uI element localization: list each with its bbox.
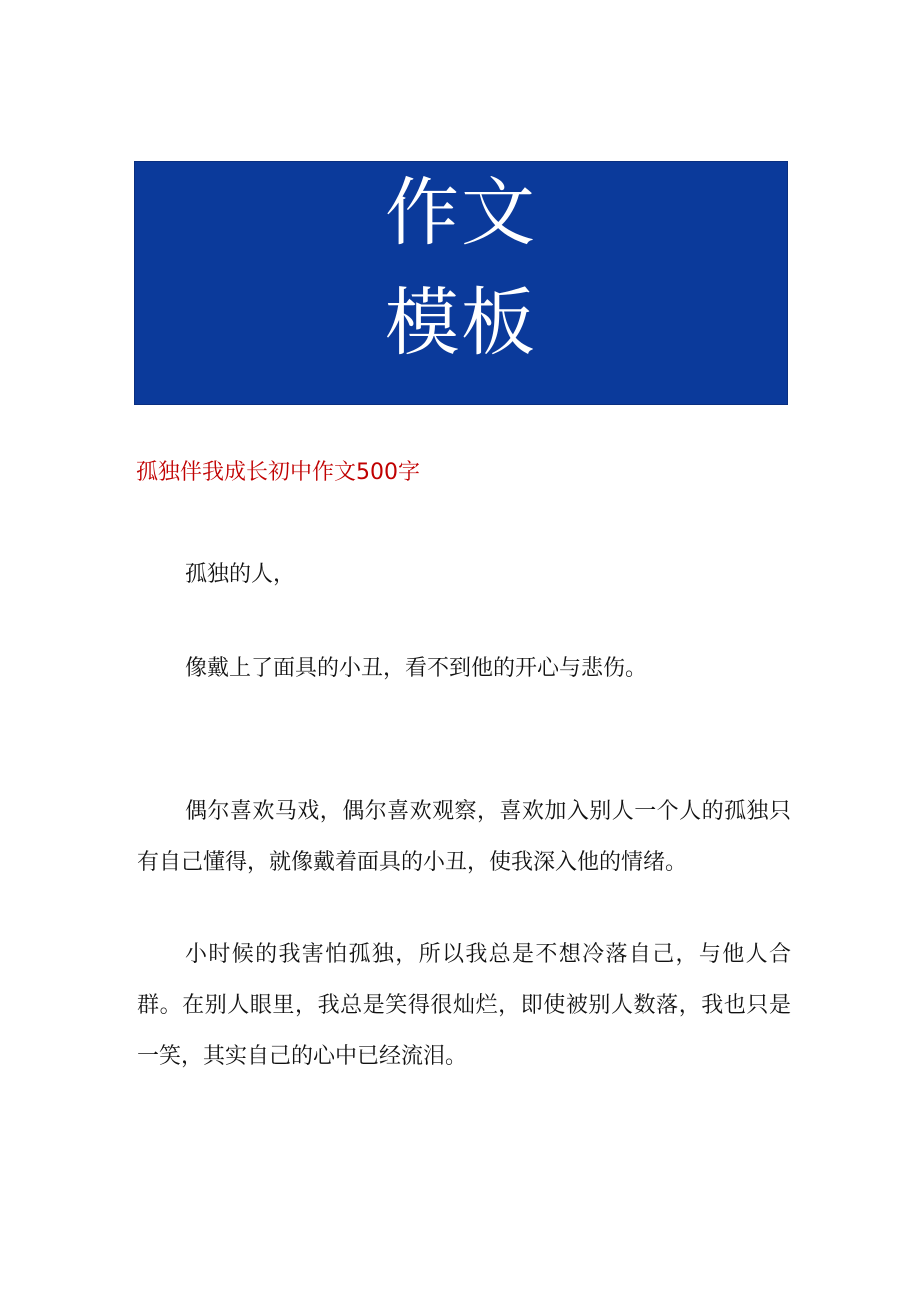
paragraph-2: 像戴上了面具的小丑，看不到他的开心与悲伤。 — [185, 656, 648, 681]
article-title: 孤独伴我成长初中作文500字 — [136, 460, 420, 485]
banner-title-line-1: 作文 — [385, 170, 537, 256]
title-banner — [134, 161, 788, 405]
paragraph-1: 孤独的人， — [185, 562, 296, 587]
paragraph-3: 偶尔喜欢马戏，偶尔喜欢观察，喜欢加入别人一个人的孤独只有自己懂得，就像戴着面具的小丑，使我深入他的情绪。 — [137, 799, 791, 875]
paragraph-4: 小时候的我害怕孤独，所以我总是不想冷落自己，与他人合群。在别人眼里，我总是笑得很灿烂，即使被别人数落，我也只是一笑，其实自己的心中已经流泪。 — [137, 942, 791, 1069]
banner-title-line-2: 模板 — [385, 280, 537, 366]
